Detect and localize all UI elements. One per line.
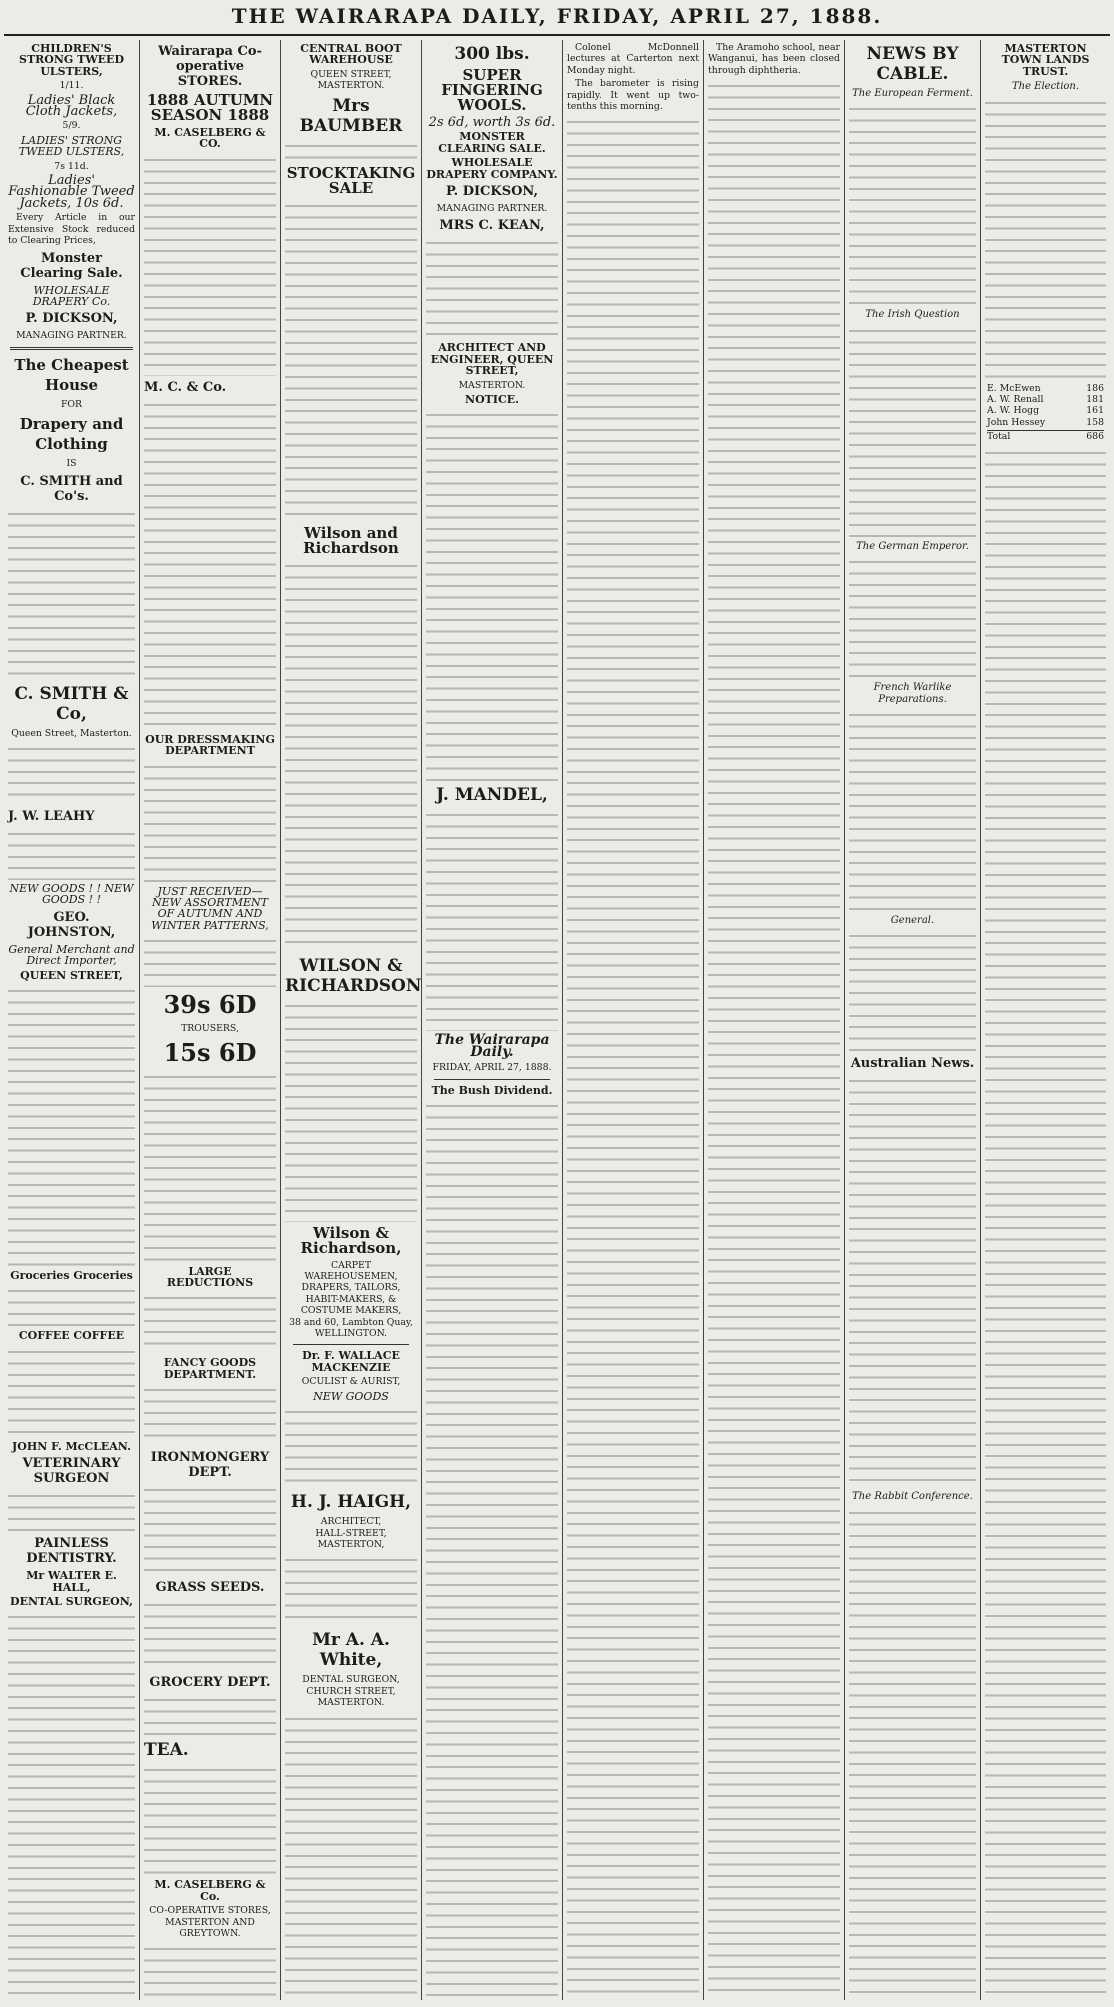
ad-separator: [10, 347, 133, 350]
article-heading: The German Emperor.: [856, 540, 969, 552]
ad-price: 5/9.: [62, 120, 81, 132]
ad-text: 38 and 60, Lambton Quay, WELLINGTON.: [289, 1316, 413, 1340]
text-body: [8, 510, 135, 680]
candidate-name: A. W. Renall: [987, 394, 1044, 406]
text-body: [144, 1601, 276, 1671]
text-body: [285, 1408, 417, 1488]
ad-price: 1/11.: [59, 80, 84, 92]
text-body: [144, 1386, 276, 1446]
ad-heading: H. J. HAIGH,: [290, 1492, 412, 1513]
text-body: [144, 1486, 276, 1576]
text-body: [8, 1287, 135, 1327]
column-4: [422, 40, 562, 2000]
ad-heading: 300 lbs.: [454, 44, 530, 64]
ad-heading: 1888 AUTUMN SEASON 1888: [146, 91, 274, 124]
text-body: [144, 1696, 276, 1736]
article-heading: The Bush Dividend.: [431, 1083, 553, 1097]
text-body: [849, 932, 976, 1052]
ad-heading: LARGE REDUCTIONS: [166, 1264, 254, 1290]
vote-count: 161: [1086, 405, 1104, 417]
ad-heading: 2s 6d, worth 3s 6d.: [428, 115, 556, 130]
ad-heading: GROCERY DEPT.: [149, 1675, 271, 1691]
ad-heading: CENTRAL BOOT WAREHOUSE: [300, 42, 402, 67]
text-body: [285, 562, 417, 952]
ad-text: MANAGING PARTNER.: [16, 330, 127, 342]
ad-heading: MRS C. KEAN,: [439, 218, 545, 234]
text-body: [8, 1613, 135, 2000]
ad-price: 7s 11d.: [54, 160, 89, 172]
ad-heading: Monster Clearing Sale.: [20, 250, 123, 281]
candidate-name: E. McEwen: [987, 382, 1041, 394]
column-6: [704, 40, 844, 2000]
ad-price: 39s 6D: [163, 990, 257, 1020]
ad-heading: Mr A. A. White,: [312, 1630, 390, 1671]
ad-text: FOR: [60, 398, 83, 410]
vote-count: 158: [1086, 416, 1104, 428]
text-body: [426, 239, 558, 339]
ad-separator: [293, 1344, 409, 1345]
news-paragraph: Colonel McDonnell lectures at Carterton next Monday night.: [567, 42, 699, 76]
ad-heading: WHOLESALE DRAPERY Co.: [32, 283, 111, 308]
text-body: [285, 1556, 417, 1626]
candidate-name: A. W. Hogg: [987, 405, 1040, 417]
ad-heading: Ladies' Black Cloth Jackets,: [25, 92, 118, 120]
vote-count: 186: [1086, 382, 1104, 394]
ad-heading: Wairarapa Co-operative STORES.: [158, 44, 262, 89]
ad-heading: FANCY GOODS DEPARTMENT.: [163, 1356, 257, 1381]
text-body: [708, 82, 840, 2000]
ad-text: TROUSERS,: [181, 1023, 239, 1035]
text-body: [285, 142, 417, 162]
article-heading: The Rabbit Conference.: [852, 1491, 973, 1503]
ad-heading: J. MANDEL,: [436, 785, 548, 806]
ad-heading: Drapery and Clothing: [19, 415, 124, 454]
section-heading: NEWS BY CABLE.: [866, 44, 959, 84]
text-body: [849, 711, 976, 911]
ad-heading: P. DICKSON,: [446, 184, 538, 200]
ad-text: MANAGING PARTNER.: [436, 203, 548, 215]
article-heading: General.: [890, 915, 935, 927]
ad-text: CO-OPERATIVE STORES, MASTERTON AND GREYTOWN.: [149, 1905, 271, 1939]
text-body: [8, 830, 135, 880]
vote-row: [987, 417, 1104, 428]
vote-row: [987, 405, 1104, 416]
text-body: [144, 1294, 276, 1354]
text-body: [985, 99, 1106, 379]
masthead-rule: [4, 34, 1110, 36]
ad-heading: NOTICE.: [465, 393, 519, 407]
column-7: [845, 40, 980, 2000]
ad-text: IS: [66, 458, 77, 470]
news-paragraph: The barometer is rising rapidly. It went up two-tenths this morning.: [567, 78, 699, 113]
vote-row: [987, 383, 1104, 394]
text-body: [144, 156, 276, 376]
ad-text: MASTERTON.: [458, 379, 526, 391]
article-heading: MASTERTON TOWN LANDS TRUST.: [1001, 42, 1090, 78]
text-body: [849, 105, 976, 305]
ad-separator: [434, 1079, 550, 1080]
masthead: THE WAIRARAPA DAILY, FRIDAY, APRIL 27, 1888.: [231, 4, 883, 28]
news-paragraph: The Aramoho school, near Wanganui, has been closed through diphtheria.: [708, 42, 840, 76]
section-heading: Australian News.: [850, 1056, 975, 1072]
issue-date: FRIDAY, APRIL 27, 1888.: [432, 1062, 552, 1074]
column-1: [4, 40, 139, 2000]
ad-heading: Mrs BAUMBER: [299, 95, 403, 136]
text-body: [144, 937, 276, 987]
ad-heading: COFFEE COFFEE: [18, 1329, 125, 1343]
text-body: [426, 1102, 558, 2000]
article-heading: The Irish Question: [865, 309, 960, 321]
ad-heading: Wilson & Richardson,: [300, 1223, 402, 1257]
ad-text: General Merchant and Direct Importer,: [8, 942, 135, 968]
ad-text: Queen Street, Masterton.: [11, 727, 132, 739]
column-2: [140, 40, 280, 2000]
ad-heading: OUR DRESSMAKING DEPARTMENT: [145, 732, 275, 758]
ad-heading: SUPER FINGERING WOOLS.: [441, 66, 543, 114]
text-body: [985, 449, 1106, 2000]
text-body: [849, 1509, 976, 2000]
article-heading: French Warlike Preparations.: [873, 682, 952, 705]
text-body: [144, 1945, 276, 2000]
ad-heading: STOCKTAKING SALE: [286, 163, 416, 197]
candidate-name: John Hessey: [987, 416, 1046, 428]
ad-heading: C. SMITH and Co's.: [20, 473, 123, 504]
ad-text: ARCHITECT,: [320, 1516, 382, 1528]
column-5: [563, 40, 703, 2000]
ad-heading: Mr WALTER E. HALL,: [26, 1569, 117, 1594]
ad-heading: WHOLESALE DRAPERY COMPANY.: [426, 156, 558, 181]
vote-total-row: [987, 430, 1104, 442]
text-body: [144, 401, 276, 731]
text-body: [426, 411, 558, 781]
ad-heading: Groceries Groceries: [10, 1268, 133, 1282]
total-label: Total: [987, 431, 1011, 443]
ad-heading: GRASS SEEDS.: [155, 1580, 265, 1596]
ad-heading: M. CASELBERG & Co.: [154, 1878, 266, 1903]
ad-heading: CHILDREN'S STRONG TWEED ULSTERS,: [19, 42, 124, 78]
text-body: [567, 118, 699, 2000]
total-count: 686: [1086, 431, 1104, 443]
ad-text: OCULIST & AURIST,: [301, 1376, 401, 1388]
ad-text: HALL-STREET, MASTERTON,: [315, 1527, 387, 1550]
ad-heading: ARCHITECT AND ENGINEER, QUEEN STREET,: [430, 341, 554, 378]
ad-heading: PAINLESS DENTISTRY.: [26, 1536, 117, 1567]
article-subheading: The Election.: [1011, 81, 1080, 93]
text-body: [144, 763, 276, 883]
ad-text: Every Article in our Extensive Stock reduced to Clearing Prices,: [8, 212, 135, 247]
text-body: [285, 1715, 417, 2000]
text-body: [8, 1492, 135, 1532]
text-body: [8, 745, 135, 805]
text-body: [144, 1073, 276, 1263]
ad-heading: JUST RECEIVED—NEW ASSORTMENT OF AUTUMN AND WINTER PATTERNS,: [151, 884, 269, 932]
ad-heading: P. DICKSON,: [25, 311, 118, 327]
vote-table: [987, 383, 1104, 443]
ad-heading: M. C. & Co.: [144, 379, 227, 395]
text-body: [849, 1077, 976, 1487]
text-body: [285, 1002, 417, 1222]
ad-heading: NEW GOODS ! ! NEW GOODS ! !: [9, 881, 134, 907]
ad-heading: J. W. LEAHY: [8, 808, 95, 824]
ad-heading: MONSTER CLEARING SALE.: [438, 130, 546, 155]
text-body: [8, 1348, 135, 1438]
ad-heading: WILSON & RICHARDSON: [285, 955, 421, 996]
ad-heading: VETERINARY SURGEON: [22, 1456, 121, 1487]
ad-heading: Wilson and Richardson: [303, 523, 399, 557]
ad-heading: Ladies' Fashionable Tweed Jackets, 10s 6d.: [8, 173, 135, 211]
ad-text: QUEEN STREET, MASTERTON.: [310, 68, 392, 92]
vote-row: [987, 394, 1104, 405]
ad-heading: DENTAL SURGEON,: [10, 1595, 133, 1608]
ad-heading: TEA.: [144, 1740, 189, 1761]
ad-heading: JOHN F. McCLEAN.: [12, 1439, 131, 1453]
text-body: [849, 558, 976, 678]
ad-heading: C. SMITH & Co,: [14, 683, 129, 724]
column-8: [981, 40, 1110, 2000]
newspaper-nameplate: The Wairarapa Daily.: [434, 1032, 550, 1060]
column-3: [281, 40, 421, 2000]
ad-heading: The Cheapest House: [14, 355, 129, 394]
article-heading: The European Ferment.: [852, 88, 973, 99]
text-body: [426, 811, 558, 1031]
vote-count: 181: [1086, 394, 1104, 406]
text-body: [849, 327, 976, 537]
ad-heading: GEO. JOHNSTON,: [27, 909, 116, 940]
ad-heading: NEW GOODS: [313, 1389, 389, 1403]
ad-heading: LADIES' STRONG TWEED ULSTERS,: [18, 133, 125, 159]
ad-heading: IRONMONGERY DEPT.: [150, 1450, 270, 1481]
ad-heading: Dr. F. WALLACE MACKENZIE: [302, 1349, 400, 1374]
text-body: [285, 202, 417, 522]
ad-text: DENTAL SURGEON, CHURCH STREET, MASTERTON.: [302, 1674, 400, 1709]
text-body: [8, 987, 135, 1267]
ad-text: QUEEN STREET,: [20, 968, 123, 982]
ad-text: CARPET WAREHOUSEMEN, DRAPERS, TAILORS, HABIT-MAKERS, & COSTUME MAKERS,: [300, 1259, 402, 1317]
ad-heading: M. CASELBERG & CO.: [154, 126, 266, 151]
ad-price: 15s 6D: [163, 1037, 257, 1067]
text-body: [144, 1766, 276, 1876]
